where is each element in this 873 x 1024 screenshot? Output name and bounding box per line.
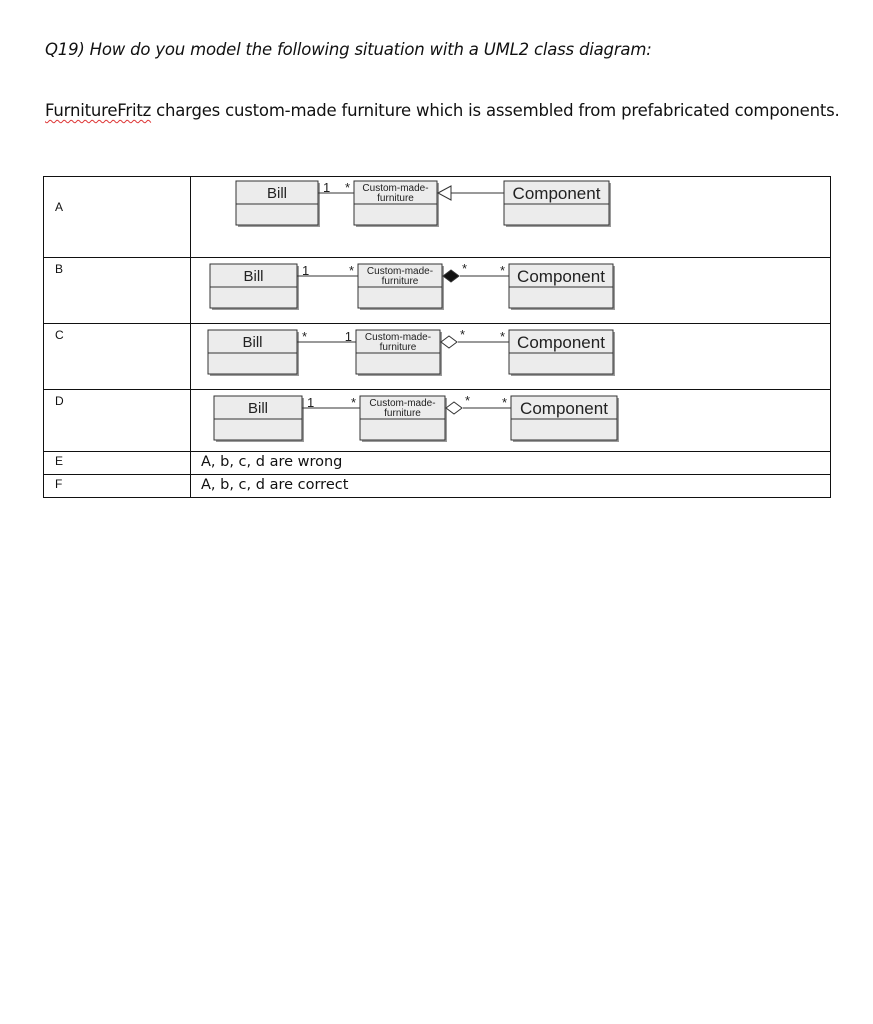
option-letter: E: [44, 452, 191, 475]
component-class-attr-compartment: [504, 204, 609, 225]
furniture-class-label-1: Custom-made-: [369, 398, 436, 409]
statement-text: charges custom-made furniture which is assembled from prefabricated components.: [151, 101, 840, 120]
component-multiplicity: *: [501, 395, 507, 410]
component-multiplicity: *: [499, 329, 505, 344]
bill-multiplicity: *: [302, 329, 308, 344]
furniture-class-label-1: Custom-made-: [362, 183, 429, 194]
option-row-f[interactable]: [44, 475, 831, 498]
furniture-multiplicity-left: *: [344, 180, 350, 195]
bill-class-label: Bill: [266, 185, 288, 202]
bill-multiplicity: 1: [307, 395, 315, 410]
option-row-a[interactable]: [44, 177, 831, 258]
furniture-class-label-2: furniture: [377, 193, 414, 204]
misspelled-word: FurnitureFritz: [45, 101, 152, 120]
aggregation-diamond: [441, 336, 457, 348]
option-letter: C: [44, 324, 191, 390]
option-letter: F: [44, 475, 191, 498]
uml-diagram-d-svg: [191, 390, 843, 448]
generalization-arrowhead: [438, 186, 451, 200]
component-class-attr-compartment: [511, 419, 617, 440]
bill-class-label: Bill: [243, 268, 264, 285]
component-class-label: Component: [512, 184, 601, 203]
component-class-label: Component: [517, 267, 605, 286]
uml-diagram-c: [191, 324, 831, 390]
problem-statement: [45, 101, 840, 120]
bill-class-attr-compartment: [210, 287, 297, 308]
furniture-class-label-1: Custom-made-: [366, 266, 434, 277]
option-letter: D: [44, 390, 191, 452]
furniture-multiplicity-right: *: [465, 393, 471, 408]
answer-table: [43, 176, 831, 498]
bill-multiplicity: 1: [323, 180, 331, 195]
component-class-attr-compartment: [509, 353, 613, 374]
furniture-class-attr-compartment: [360, 419, 445, 440]
question-title: Q19) How do you model the following situation with a UML2 class diagram:: [45, 40, 652, 59]
furniture-multiplicity-left: *: [348, 263, 354, 278]
option-text: A, b, c, d are wrong: [191, 452, 831, 475]
bill-class-attr-compartment: [236, 204, 318, 225]
furniture-class-label-2: furniture: [381, 276, 419, 287]
furniture-class-attr-compartment: [356, 353, 440, 374]
furniture-class-attr-compartment: [354, 204, 437, 225]
bill-class-attr-compartment: [214, 419, 302, 440]
component-class-label: Component: [517, 333, 605, 352]
bill-multiplicity: 1: [302, 263, 310, 278]
uml-diagram-d: [191, 390, 831, 452]
option-letter: A: [44, 177, 191, 258]
option-row-b[interactable]: [44, 258, 831, 324]
aggregation-diamond: [446, 402, 462, 414]
uml-diagram-b-svg: [191, 258, 843, 320]
option-row-e[interactable]: [44, 452, 831, 475]
component-class-attr-compartment: [509, 287, 613, 308]
furniture-multiplicity-right: *: [462, 261, 468, 276]
bill-class-label: Bill: [242, 334, 263, 351]
furniture-class-label-1: Custom-made-: [364, 332, 432, 343]
composition-diamond: [443, 270, 459, 282]
component-multiplicity: *: [499, 263, 505, 278]
furniture-multiplicity-right: *: [460, 327, 466, 342]
component-class-label: Component: [520, 399, 608, 418]
option-text: A, b, c, d are correct: [191, 475, 831, 498]
option-row-c[interactable]: [44, 324, 831, 390]
option-row-d[interactable]: [44, 390, 831, 452]
uml-diagram-b: [191, 258, 831, 324]
furniture-class-attr-compartment: [358, 287, 442, 308]
uml-diagram-a-svg: [191, 177, 843, 235]
uml-diagram-c-svg: [191, 324, 843, 386]
option-letter: B: [44, 258, 191, 324]
furniture-class-label-2: furniture: [384, 408, 421, 419]
furniture-multiplicity-left: *: [350, 395, 356, 410]
bill-class-attr-compartment: [208, 353, 297, 374]
furniture-class-label-2: furniture: [379, 342, 417, 353]
bill-class-label: Bill: [247, 400, 269, 417]
uml-diagram-a: [191, 177, 831, 258]
furniture-multiplicity-left: 1: [344, 329, 352, 344]
